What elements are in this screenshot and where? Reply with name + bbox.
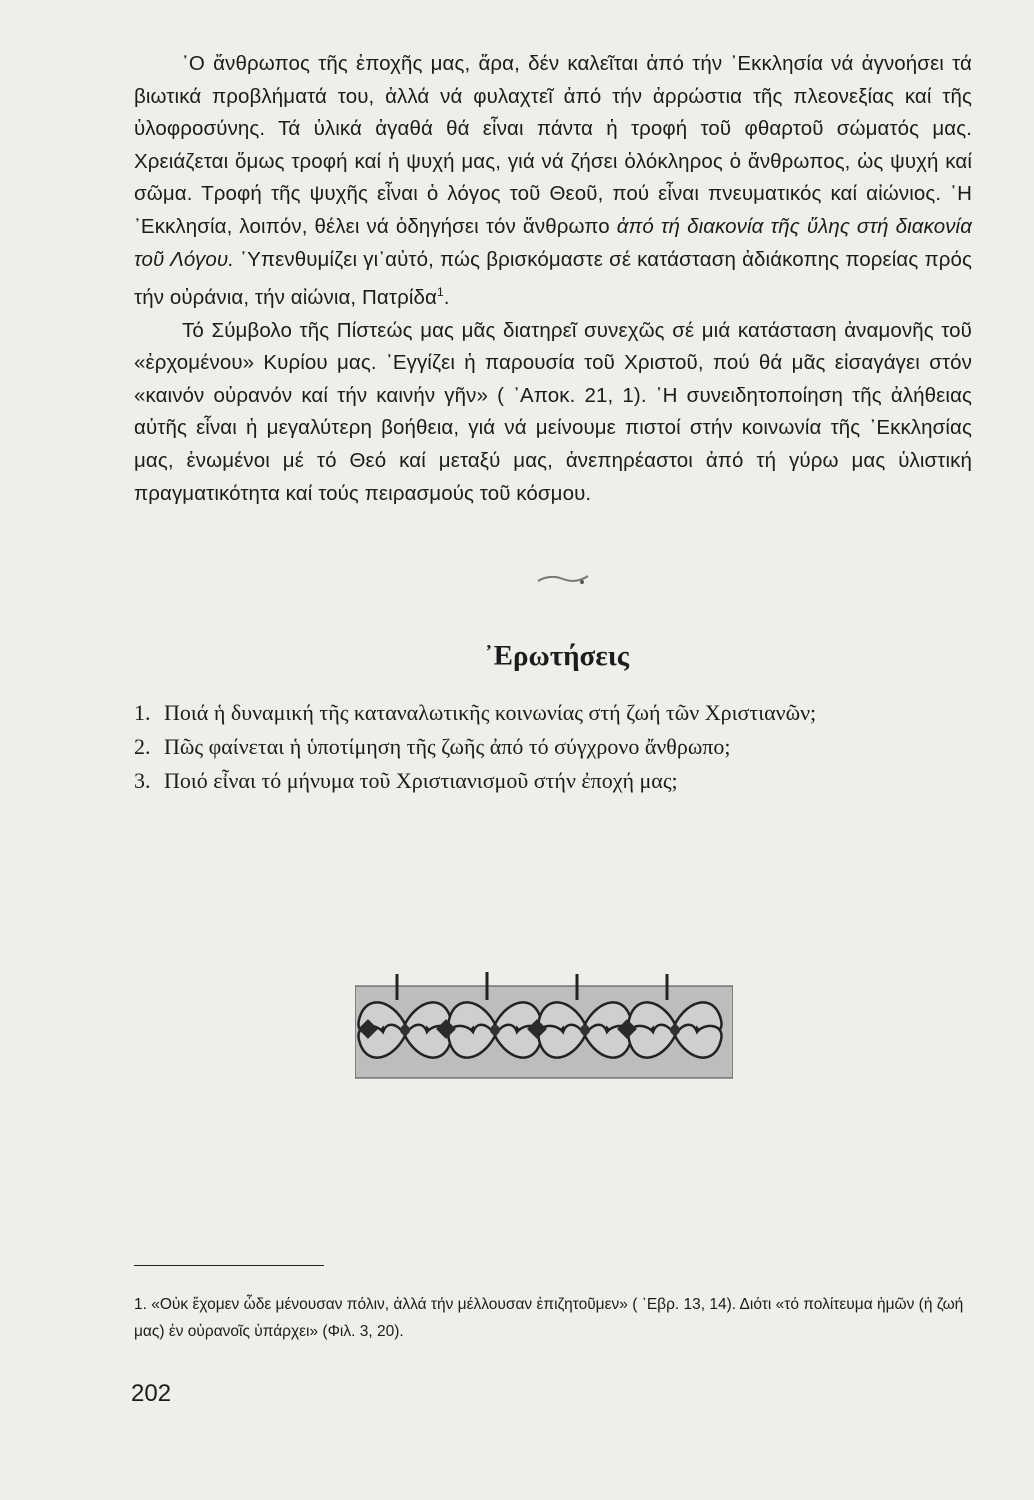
- footnote-ref[interactable]: 1: [436, 285, 444, 300]
- questions-heading: ᾿Ερωτήσεις: [484, 640, 629, 672]
- paragraph-2: Τό Σύμβολο τῆς Πίστεώς μας μᾶς διατηρεῖ συνεχῶς σέ μιά κατάσταση ἀναμονῆς τοῦ «ἐρχομένου» Κυρίου μας. ᾿Εγγίζει ἡ παρουσία τοῦ Χριστοῦ, πού θά μᾶς εἰσαγάγει στόν «καινόν οὐρανόν καί τήν καινήν γῆν» ( ᾿Αποκ. 21, 1). ῾Η συνειδητοποίηση τῆς ἀλήθειας αὐτῆς εἶναι ἡ μεγαλύτερη βοήθεια, γιά νά μείνουμε πιστοί στήν κοινωνία τῆς ᾿Εκκλησίας μας, ἑνωμένοι μέ τό Θεό καί μεταξύ μας, ἀνεπηρέαστοι ἀπό τή γύρω μας ὑλιστική πραγματικότητα καί τούς πειρασμούς τοῦ κόσμου.: [134, 318, 972, 505]
- small-ornament-icon: [536, 572, 590, 586]
- questions-list: [134, 696, 984, 798]
- floral-ornament-band: [355, 972, 733, 1082]
- question-item: 3. Ποιό εἶναι τό μήνυμα τοῦ Χριστιανισμοῦ στήν ἐποχή μας;: [134, 768, 678, 793]
- page-number: 202: [131, 1380, 172, 1407]
- italic-phrase: ἀπό τή διακονία τῆς ὕλης στή διακονία τοῦ Λόγου.: [134, 214, 972, 271]
- question-item: 1. Ποιά ἡ δυναμική τῆς καταναλωτικῆς κοινωνίας στή ζωή τῶν Χριστιανῶν;: [134, 700, 817, 725]
- main-text: [134, 48, 972, 510]
- footnote: 1. «Οὐκ ἔχομεν ὧδε μένουσαν πόλιν, ἀλλά τήν μέλλουσαν ἐπιζητοῦμεν» ( ᾿Εβρ. 13, 14). Διότι «τό πολίτευμα ἡμῶν (ἡ ζωή μας) ἐν οὐρανοῖς ὑπάρχει» (Φιλ. 3, 20).: [134, 1296, 964, 1340]
- paragraph-1: ῾Ο ἄνθρωπος τῆς ἐποχῆς μας, ἄρα, δέν καλεῖται ἀπό τήν ᾿Εκκλησία νά ἀγνοήσει τά βιωτικά προβλήματά του, ἀλλά νά φυλαχτεῖ ἀπό τήν ἀρρώστια τῆς πλεονεξίας καί τῆς ὑλοφροσύνης. Τά ὑλικά ἀγαθά θά εἶναι πάντα ἡ τροφή τοῦ φθαρτοῦ σώματός μας. Χρειάζεται ὅμως τροφή καί ἡ ψυχή μας, γιά νά ζήσει ὁλόκληρος ὁ ἄνθρωπος, ὡς ψυχή καί σῶμα. Τροφή τῆς ψυχῆς εἶναι ὁ λόγος τοῦ Θεοῦ, πού εἶναι πνευματικός καί αἰώνιος. ῾Η ᾿Εκκλησία, λοιπόν, θέλει νά ὁδηγήσει τόν ἄνθρωπο ἀπό τή διακονία τῆς ὕλης στή διακονία τοῦ Λόγου. ῾Υπενθυμίζει γι᾿αὐτό, πώς βρισκόμαστε σέ κατάσταση ἀδιάκοπης πορείας πρός τήν οὐράνια, τήν αἰώνια, Πατρίδα$^1$.: [134, 52, 972, 309]
- footnote-divider: [134, 1265, 324, 1266]
- question-item: 2. Πῶς φαίνεται ἡ ὑποτίμηση τῆς ζωῆς ἀπό τό σύγχρονο ἄνθρωπο;: [134, 734, 731, 759]
